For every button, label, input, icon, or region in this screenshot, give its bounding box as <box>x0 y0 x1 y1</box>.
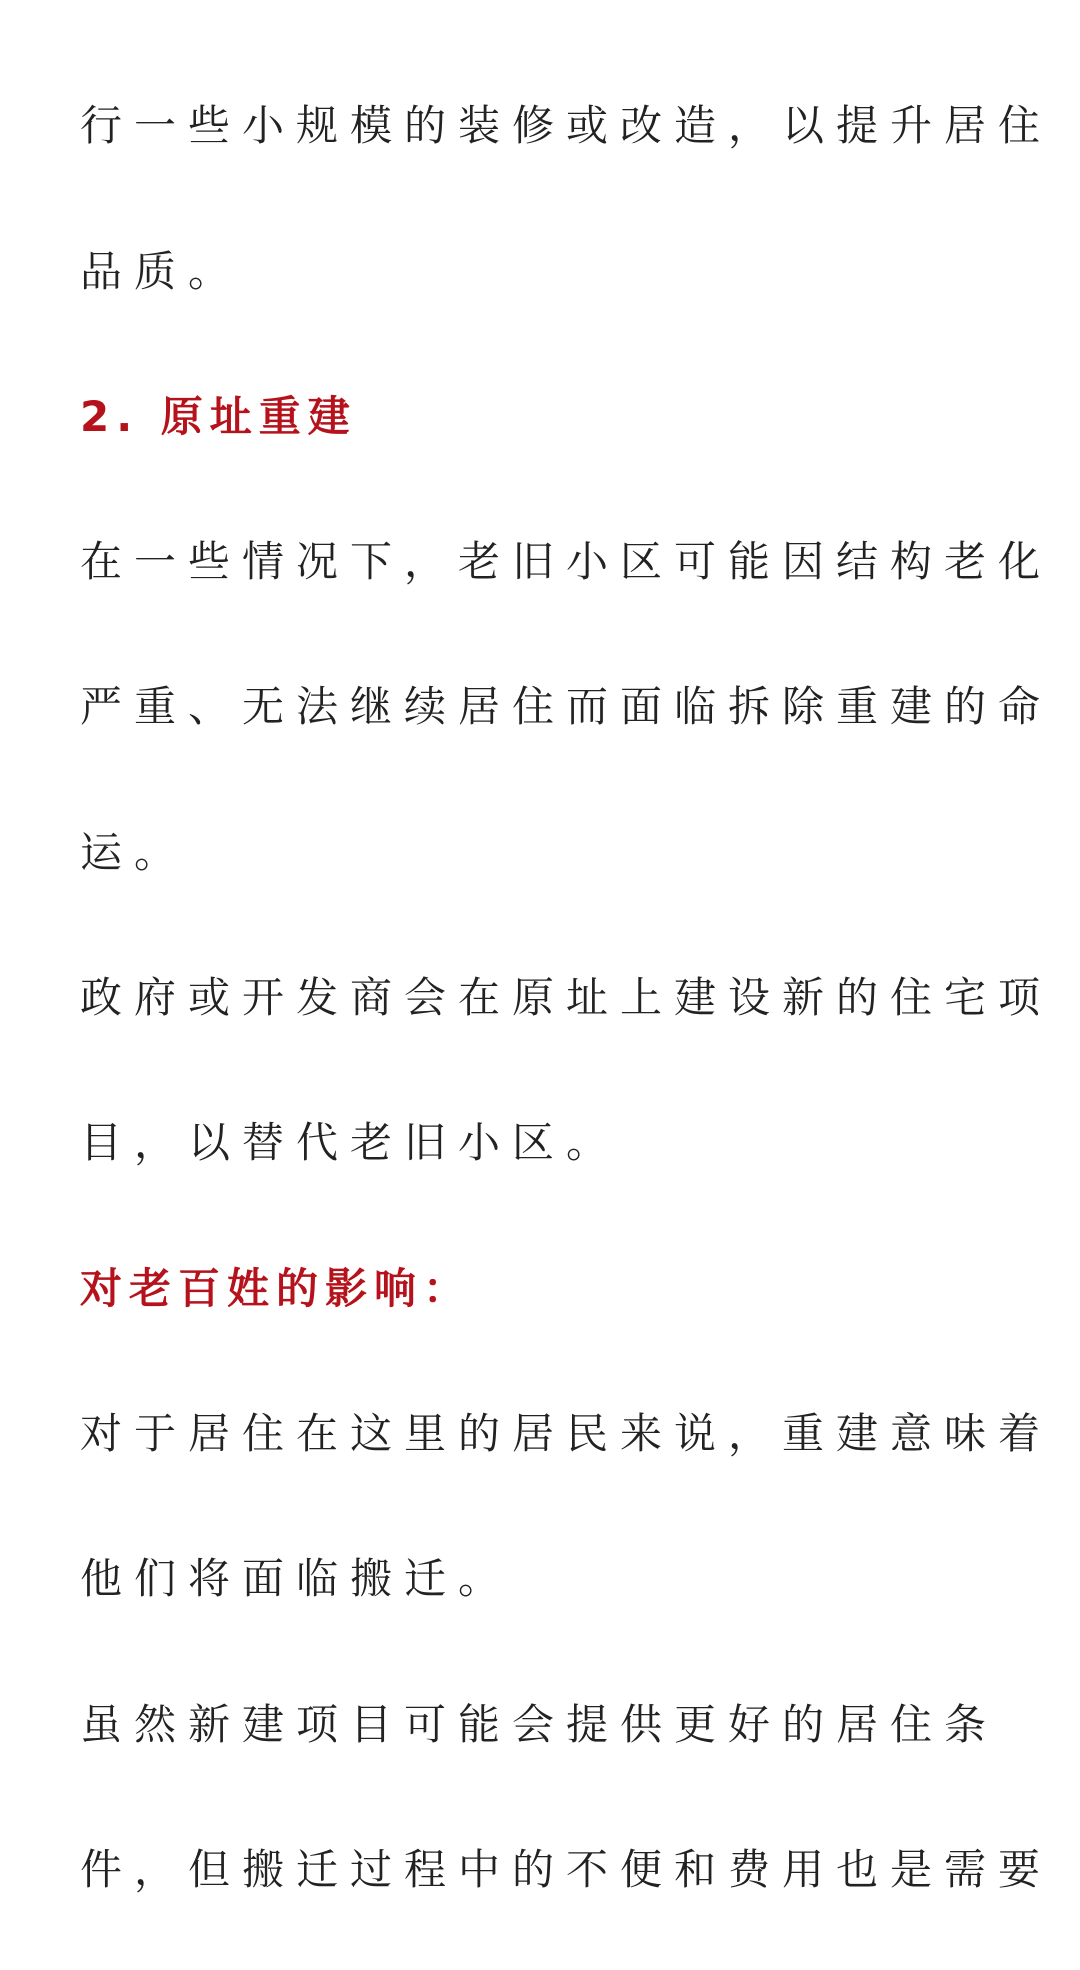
paragraph-line: 目，以替代老旧小区。 <box>80 1118 621 1167</box>
paragraph-line: 严重、无法继续居住而面临拆除重建的命 <box>80 682 1053 731</box>
paragraph-line: 对于居住在这里的居民来说，重建意味着 <box>80 1409 1053 1458</box>
paragraph-line: 在一些情况下，老旧小区可能因结构老化 <box>80 537 1053 586</box>
paragraph-line: 政府或开发商会在原址上建设新的住宅项 <box>80 973 1053 1022</box>
section-heading-rebuild: 2. 原址重建 <box>80 392 357 441</box>
paragraph-line: 行一些小规模的装修或改造，以提升居住 <box>80 101 1053 150</box>
paragraph-line: 件，但搬迁过程中的不便和费用也是需要 <box>80 1845 1053 1894</box>
paragraph-line: 虽然新建项目可能会提供更好的居住条 <box>80 1700 999 1749</box>
paragraph-line: 他们将面临搬迁。 <box>80 1554 513 1603</box>
section-heading-impact: 对老百姓的影响： <box>80 1264 473 1313</box>
paragraph-line: 品质。 <box>80 247 243 296</box>
paragraph-line: 运。 <box>80 828 189 877</box>
